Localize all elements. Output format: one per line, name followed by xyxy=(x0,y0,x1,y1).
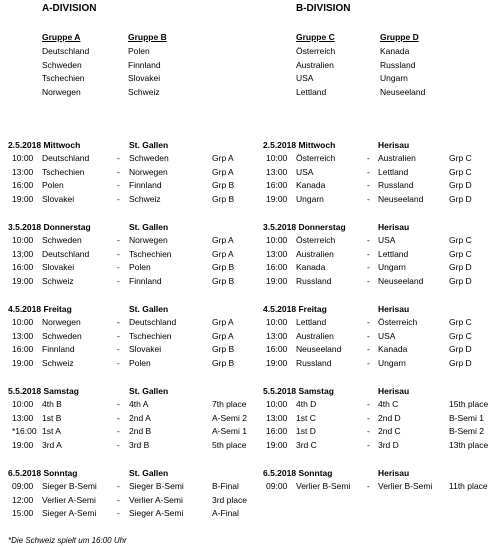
game-home-team: Deutschland xyxy=(42,248,90,259)
game-home-team: 3rd C xyxy=(296,440,317,451)
game-info: 5th place xyxy=(212,440,247,451)
game-info: Grp A xyxy=(212,153,234,163)
game-info: Grp D xyxy=(449,194,472,205)
team-name: Slovakei xyxy=(128,73,161,83)
day-venue: Herisau xyxy=(378,386,410,396)
day-date: 3.5.2018 Donnerstag xyxy=(263,222,346,232)
game-info: Grp B xyxy=(212,262,235,273)
game-home-team: Sieger A-Semi xyxy=(42,508,97,519)
game-separator: - xyxy=(117,194,120,205)
game-info: Grp B xyxy=(212,344,235,355)
game-home-team: Russland xyxy=(296,276,332,287)
day-venue: St. Gallen xyxy=(129,386,169,396)
game-time: 16:00 xyxy=(266,344,288,355)
game-away-team: Österreich xyxy=(378,317,418,327)
game-info: Grp D xyxy=(449,262,472,273)
game-info: 11th place xyxy=(449,481,488,491)
game-separator: - xyxy=(117,399,120,409)
game-away-team: Australien xyxy=(378,153,416,163)
game-home-team: Lettland xyxy=(296,317,327,327)
game-away-team: Verlier A-Semi xyxy=(129,494,183,505)
team-name: Österreich xyxy=(296,46,336,56)
game-info: 3rd place xyxy=(212,494,247,505)
game-info: Grp D xyxy=(449,276,472,287)
game-info: Grp C xyxy=(449,317,472,327)
game-away-team: USA xyxy=(378,235,396,245)
game-time: 09:00 xyxy=(266,481,288,491)
game-away-team: 2nd A xyxy=(129,412,151,423)
game-separator: - xyxy=(117,330,120,341)
game-separator: - xyxy=(367,235,370,245)
game-away-team: Norwegen xyxy=(129,166,168,177)
game-info: Grp B xyxy=(212,180,235,191)
game-info: Grp D xyxy=(449,358,472,369)
game-time: 12:00 xyxy=(12,494,34,505)
group-header: Gruppe B xyxy=(128,32,167,42)
game-time: 13:00 xyxy=(12,166,34,177)
game-home-team: 4th D xyxy=(296,399,317,409)
day-venue: St. Gallen xyxy=(129,304,169,314)
game-home-team: Slovakei xyxy=(42,194,75,205)
game-separator: - xyxy=(117,358,120,369)
game-separator: - xyxy=(367,330,370,341)
game-info: Grp A xyxy=(212,248,234,259)
team-name: Neuseeland xyxy=(380,87,426,97)
team-name: Deutschland xyxy=(42,46,90,56)
game-info: Grp B xyxy=(212,358,235,369)
game-info: Grp B xyxy=(212,194,235,205)
game-time: *16:00 xyxy=(12,426,37,437)
day-date: 3.5.2018 Donnerstag xyxy=(8,222,91,232)
game-time: 19:00 xyxy=(266,194,288,205)
game-time: 13:00 xyxy=(12,412,34,423)
game-time: 19:00 xyxy=(266,358,288,369)
game-time: 13:00 xyxy=(266,248,288,259)
game-info: Grp C xyxy=(449,330,472,341)
game-away-team: Ungarn xyxy=(378,262,406,273)
group-header: Gruppe D xyxy=(380,32,419,42)
group-header: Gruppe A xyxy=(42,32,81,42)
game-info: B-Semi 2 xyxy=(449,426,484,437)
game-time: 10:00 xyxy=(266,317,288,327)
game-away-team: Slovakei xyxy=(129,344,162,355)
game-separator: - xyxy=(117,344,120,355)
game-time: 10:00 xyxy=(12,235,34,245)
game-home-team: Russland xyxy=(296,358,332,369)
game-away-team: Russland xyxy=(378,180,414,191)
game-separator: - xyxy=(367,153,370,163)
game-away-team: Verlier B-Semi xyxy=(378,481,433,491)
day-date: 4.5.2018 Freitag xyxy=(263,304,327,314)
day-date: 5.5.2018 Samstag xyxy=(8,386,79,396)
game-time: 13:00 xyxy=(12,248,34,259)
team-name: Schweden xyxy=(42,60,82,70)
game-home-team: Ungarn xyxy=(296,194,324,205)
game-info: B-Semi 1 xyxy=(449,412,484,423)
game-time: 13:00 xyxy=(266,412,288,423)
team-name: Russland xyxy=(380,60,416,70)
game-home-team: Deutschland xyxy=(42,153,90,163)
game-separator: - xyxy=(117,412,120,423)
day-venue: St. Gallen xyxy=(129,140,169,150)
day-date: 4.5.2018 Freitag xyxy=(8,304,72,314)
team-name: Norwegen xyxy=(42,87,81,97)
game-time: 19:00 xyxy=(12,194,34,205)
game-home-team: Neuseeland xyxy=(296,344,342,355)
game-away-team: 4th A xyxy=(129,399,149,409)
game-separator: - xyxy=(117,440,120,451)
game-separator: - xyxy=(367,481,370,491)
game-separator: - xyxy=(117,317,120,327)
game-away-team: Lettland xyxy=(378,248,409,259)
day-date: 2.5.2018 Mittwoch xyxy=(8,140,81,150)
game-separator: - xyxy=(117,262,120,273)
game-home-team: Australien xyxy=(296,330,334,341)
game-away-team: Polen xyxy=(129,262,151,273)
game-away-team: Neuseeland xyxy=(378,194,424,205)
game-info: Grp C xyxy=(449,166,472,177)
game-home-team: 1st A xyxy=(42,426,61,437)
game-home-team: Schweden xyxy=(42,235,82,245)
game-home-team: 4th B xyxy=(42,399,62,409)
game-away-team: Schweden xyxy=(129,153,169,163)
game-time: 16:00 xyxy=(266,426,288,437)
team-name: Lettland xyxy=(296,87,327,97)
game-home-team: Verlier B-Semi xyxy=(296,481,351,491)
game-info: A-Final xyxy=(212,508,239,519)
game-time: 10:00 xyxy=(12,317,34,327)
day-date: 5.5.2018 Samstag xyxy=(263,386,334,396)
day-date: 6.5.2018 Sonntag xyxy=(8,468,78,478)
day-venue: St. Gallen xyxy=(129,468,169,478)
game-separator: - xyxy=(367,358,370,369)
game-away-team: 2nd D xyxy=(378,412,401,423)
game-away-team: 3rd B xyxy=(129,440,150,451)
game-away-team: Neuseeland xyxy=(378,276,424,287)
game-info: Grp A xyxy=(212,330,234,341)
day-venue: St. Gallen xyxy=(129,222,169,232)
game-time: 19:00 xyxy=(12,358,34,369)
game-separator: - xyxy=(117,508,120,519)
day-venue: Herisau xyxy=(378,222,410,232)
day-venue: Herisau xyxy=(378,304,410,314)
game-home-team: Österreich xyxy=(296,153,336,163)
game-away-team: USA xyxy=(378,330,396,341)
game-info: B-Final xyxy=(212,481,239,491)
game-home-team: Kanada xyxy=(296,180,326,191)
game-info: 7th place xyxy=(212,399,247,409)
game-info: 13th place xyxy=(449,440,489,451)
game-home-team: 1st B xyxy=(42,412,62,423)
game-home-team: Österreich xyxy=(296,235,336,245)
game-time: 19:00 xyxy=(266,440,288,451)
game-info: A-Semi 2 xyxy=(212,412,247,423)
game-info: A-Semi 1 xyxy=(212,426,247,437)
game-home-team: 3rd A xyxy=(42,440,62,451)
team-name: Kanada xyxy=(380,46,410,56)
game-separator: - xyxy=(367,194,370,205)
game-info: Grp C xyxy=(449,248,472,259)
group-header: Gruppe C xyxy=(296,32,335,42)
game-away-team: Finnland xyxy=(129,180,162,191)
game-time: 10:00 xyxy=(266,235,288,245)
game-away-team: Kanada xyxy=(378,344,408,355)
division-title-a: A-DIVISION xyxy=(42,3,97,14)
game-away-team: Tschechien xyxy=(129,248,172,259)
game-away-team: Finnland xyxy=(129,276,162,287)
game-away-team: Norwegen xyxy=(129,235,168,245)
game-separator: - xyxy=(117,481,120,491)
game-time: 15:00 xyxy=(12,508,34,519)
game-separator: - xyxy=(367,166,370,177)
game-separator: - xyxy=(117,180,120,191)
game-away-team: Schweiz xyxy=(129,194,161,205)
team-name: Schweiz xyxy=(128,87,160,97)
game-away-team: Tschechien xyxy=(129,330,172,341)
game-home-team: Finnland xyxy=(42,344,75,355)
game-home-team: 1st D xyxy=(296,426,316,437)
day-date: 6.5.2018 Sonntag xyxy=(263,468,333,478)
footnote: *Die Schweiz spielt um 16:00 Uhr xyxy=(8,536,127,545)
game-home-team: Schweiz xyxy=(42,276,74,287)
game-time: 13:00 xyxy=(266,166,288,177)
game-time: 13:00 xyxy=(12,330,34,341)
game-home-team: Tschechien xyxy=(42,166,85,177)
game-info: Grp C xyxy=(449,235,472,245)
game-away-team: 3rd D xyxy=(378,440,399,451)
team-name: Australien xyxy=(296,60,334,70)
game-home-team: Polen xyxy=(42,180,64,191)
game-home-team: USA xyxy=(296,166,314,177)
game-time: 16:00 xyxy=(12,262,34,273)
game-info: Grp A xyxy=(212,235,234,245)
game-separator: - xyxy=(367,344,370,355)
game-time: 19:00 xyxy=(266,276,288,287)
game-time: 13:00 xyxy=(266,330,288,341)
day-venue: Herisau xyxy=(378,468,410,478)
game-separator: - xyxy=(367,317,370,327)
game-time: 10:00 xyxy=(12,399,34,409)
game-info: 15th place xyxy=(449,399,489,409)
game-away-team: Polen xyxy=(129,358,151,369)
game-away-team: Deutschland xyxy=(129,317,177,327)
game-separator: - xyxy=(117,426,120,437)
game-time: 10:00 xyxy=(266,399,288,409)
game-separator: - xyxy=(117,166,120,177)
game-home-team: Schweden xyxy=(42,330,82,341)
game-home-team: Schweiz xyxy=(42,358,74,369)
game-away-team: 2nd B xyxy=(129,426,152,437)
game-separator: - xyxy=(367,248,370,259)
game-home-team: Kanada xyxy=(296,262,326,273)
game-separator: - xyxy=(367,399,370,409)
team-name: Polen xyxy=(128,46,150,56)
team-name: Ungarn xyxy=(380,73,408,83)
game-away-team: Ungarn xyxy=(378,358,406,369)
game-separator: - xyxy=(367,440,370,451)
game-info: Grp D xyxy=(449,180,472,191)
game-separator: - xyxy=(367,276,370,287)
game-separator: - xyxy=(117,248,120,259)
game-away-team: 4th C xyxy=(378,399,399,409)
game-time: 09:00 xyxy=(12,481,34,491)
game-home-team: Verlier A-Semi xyxy=(42,494,96,505)
game-time: 19:00 xyxy=(12,276,34,287)
game-time: 16:00 xyxy=(12,180,34,191)
game-away-team: Sieger B-Semi xyxy=(129,481,184,491)
team-name: Tschechien xyxy=(42,73,85,83)
game-separator: - xyxy=(117,276,120,287)
game-separator: - xyxy=(367,262,370,273)
game-time: 16:00 xyxy=(12,344,34,355)
game-info: Grp D xyxy=(449,344,472,355)
game-time: 10:00 xyxy=(266,153,288,163)
day-venue: Herisau xyxy=(378,140,410,150)
game-away-team: Sieger A-Semi xyxy=(129,508,184,519)
team-name: Finnland xyxy=(128,60,161,70)
game-home-team: 1st C xyxy=(296,412,316,423)
game-separator: - xyxy=(117,153,120,163)
game-separator: - xyxy=(117,235,120,245)
game-separator: - xyxy=(367,412,370,423)
game-home-team: Sieger B-Semi xyxy=(42,481,97,491)
day-date: 2.5.2018 Mittwoch xyxy=(263,140,336,150)
game-separator: - xyxy=(367,180,370,191)
game-time: 16:00 xyxy=(266,262,288,273)
game-time: 10:00 xyxy=(12,153,34,163)
game-info: Grp A xyxy=(212,317,234,327)
division-title-b: B-DIVISION xyxy=(296,3,351,14)
game-separator: - xyxy=(117,494,120,505)
game-time: 19:00 xyxy=(12,440,34,451)
game-time: 16:00 xyxy=(266,180,288,191)
game-info: Grp B xyxy=(212,276,235,287)
game-home-team: Slovakei xyxy=(42,262,75,273)
game-home-team: Norwegen xyxy=(42,317,81,327)
game-info: Grp C xyxy=(449,153,472,163)
game-away-team: Lettland xyxy=(378,166,409,177)
game-away-team: 2nd C xyxy=(378,426,401,437)
team-name: USA xyxy=(296,73,314,83)
game-info: Grp A xyxy=(212,166,234,177)
game-separator: - xyxy=(367,426,370,437)
game-home-team: Australien xyxy=(296,248,334,259)
